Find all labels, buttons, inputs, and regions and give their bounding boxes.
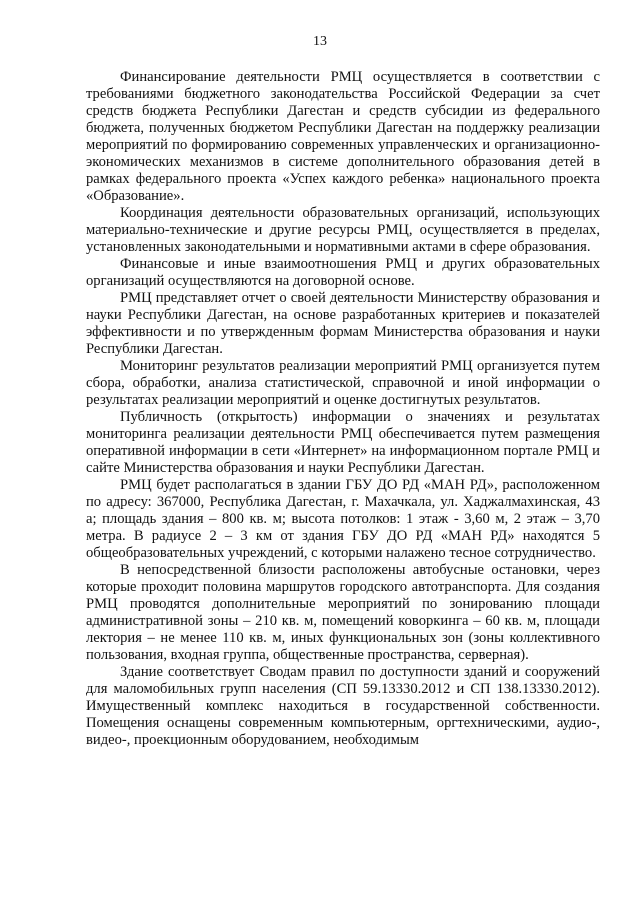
paragraph-monitoring: Мониторинг результатов реализации мероприятий РМЦ организуется путем сбора, обработки, анализа статистической, справочной и иной информации о результатах реализации мероприятий и оценке достигнутых результатов. [86,358,600,408]
paragraph-report: РМЦ представляет отчет о своей деятельности Министерству образования и науки Республики Дагестан, на основе разработанных критериев и показателей эффективности и по утвержденным формам Министерства образования и науки Республики Дагестан. [86,290,600,357]
page-number: 13 [313,34,327,49]
document-body [86,69,600,749]
paragraph-location: РМЦ будет располагаться в здании ГБУ ДО РД «МАН РД», расположенном по адресу: 367000, Республика Дагестан, г. Махачкала, ул. Хаджалмахинская, 43 а; площадь здания – 800 кв. м; высота потолков: 1 этаж - 3,60 м, 2 этаж – 3,70 метра. В радиусе 2 – 3 км от здания ГБУ ДО РД «МАН РД» находятся 5 общеобразовательных учреждений, с которыми налажено тесное сотрудничество. [86,477,600,561]
paragraph-coordination: Координация деятельности образовательных организаций, использующих материально-технические и другие ресурсы РМЦ, осуществляется в пределах, установленных законодательными и нормативными актами в сфере образования. [86,205,600,255]
paragraph-building-compliance: Здание соответствует Сводам правил по доступности зданий и сооружений для маломобильных групп населения (СП 59.13330.2012 и СП 138.13330.2012). Имущественный комплекс находиться в государственной собственности. Помещения оснащены современным компьютерным, оргтехническими, аудио-, видео-, проекционным оборудованием, необходимым [86,664,600,748]
paragraph-transport-zoning: В непосредственной близости расположены автобусные остановки, через которые проходит половина маршрутов городского автотранспорта. Для создания РМЦ проводятся дополнительные мероприятий по зонированию площади административной зоны – 210 кв. м, помещений коворкинга – 60 кв. м, площади лектория – не менее 110 кв. м, иных функциональных зон (зоны коллективного пользования, входная группа, общественные пространства, серверная). [86,562,600,663]
paragraph-relations: Финансовые и иные взаимоотношения РМЦ и других образовательных организаций осуществляются на договорной основе. [86,256,600,289]
paragraph-financing: Финансирование деятельности РМЦ осуществляется в соответствии с требованиями бюджетного законодательства Российской Федерации за счет средств бюджета Республики Дагестан и средств субсидии из федерального бюджета, полученных бюджетом Республики Дагестан на поддержку реализации мероприятий по формированию современных управленческих и организационно-экономических механизмов в системе дополнительного образования детей в рамках федерального проекта «Успех каждого ребенка» национального проекта «Образование». [86,69,600,204]
paragraph-publicity: Публичность (открытость) информации о значениях и результатах мониторинга реализации деятельности РМЦ обеспечивается путем размещения оперативной информации в сети «Интернет» на информационном портале РМЦ и сайте Министерства образования и науки Республики Дагестан. [86,409,600,476]
